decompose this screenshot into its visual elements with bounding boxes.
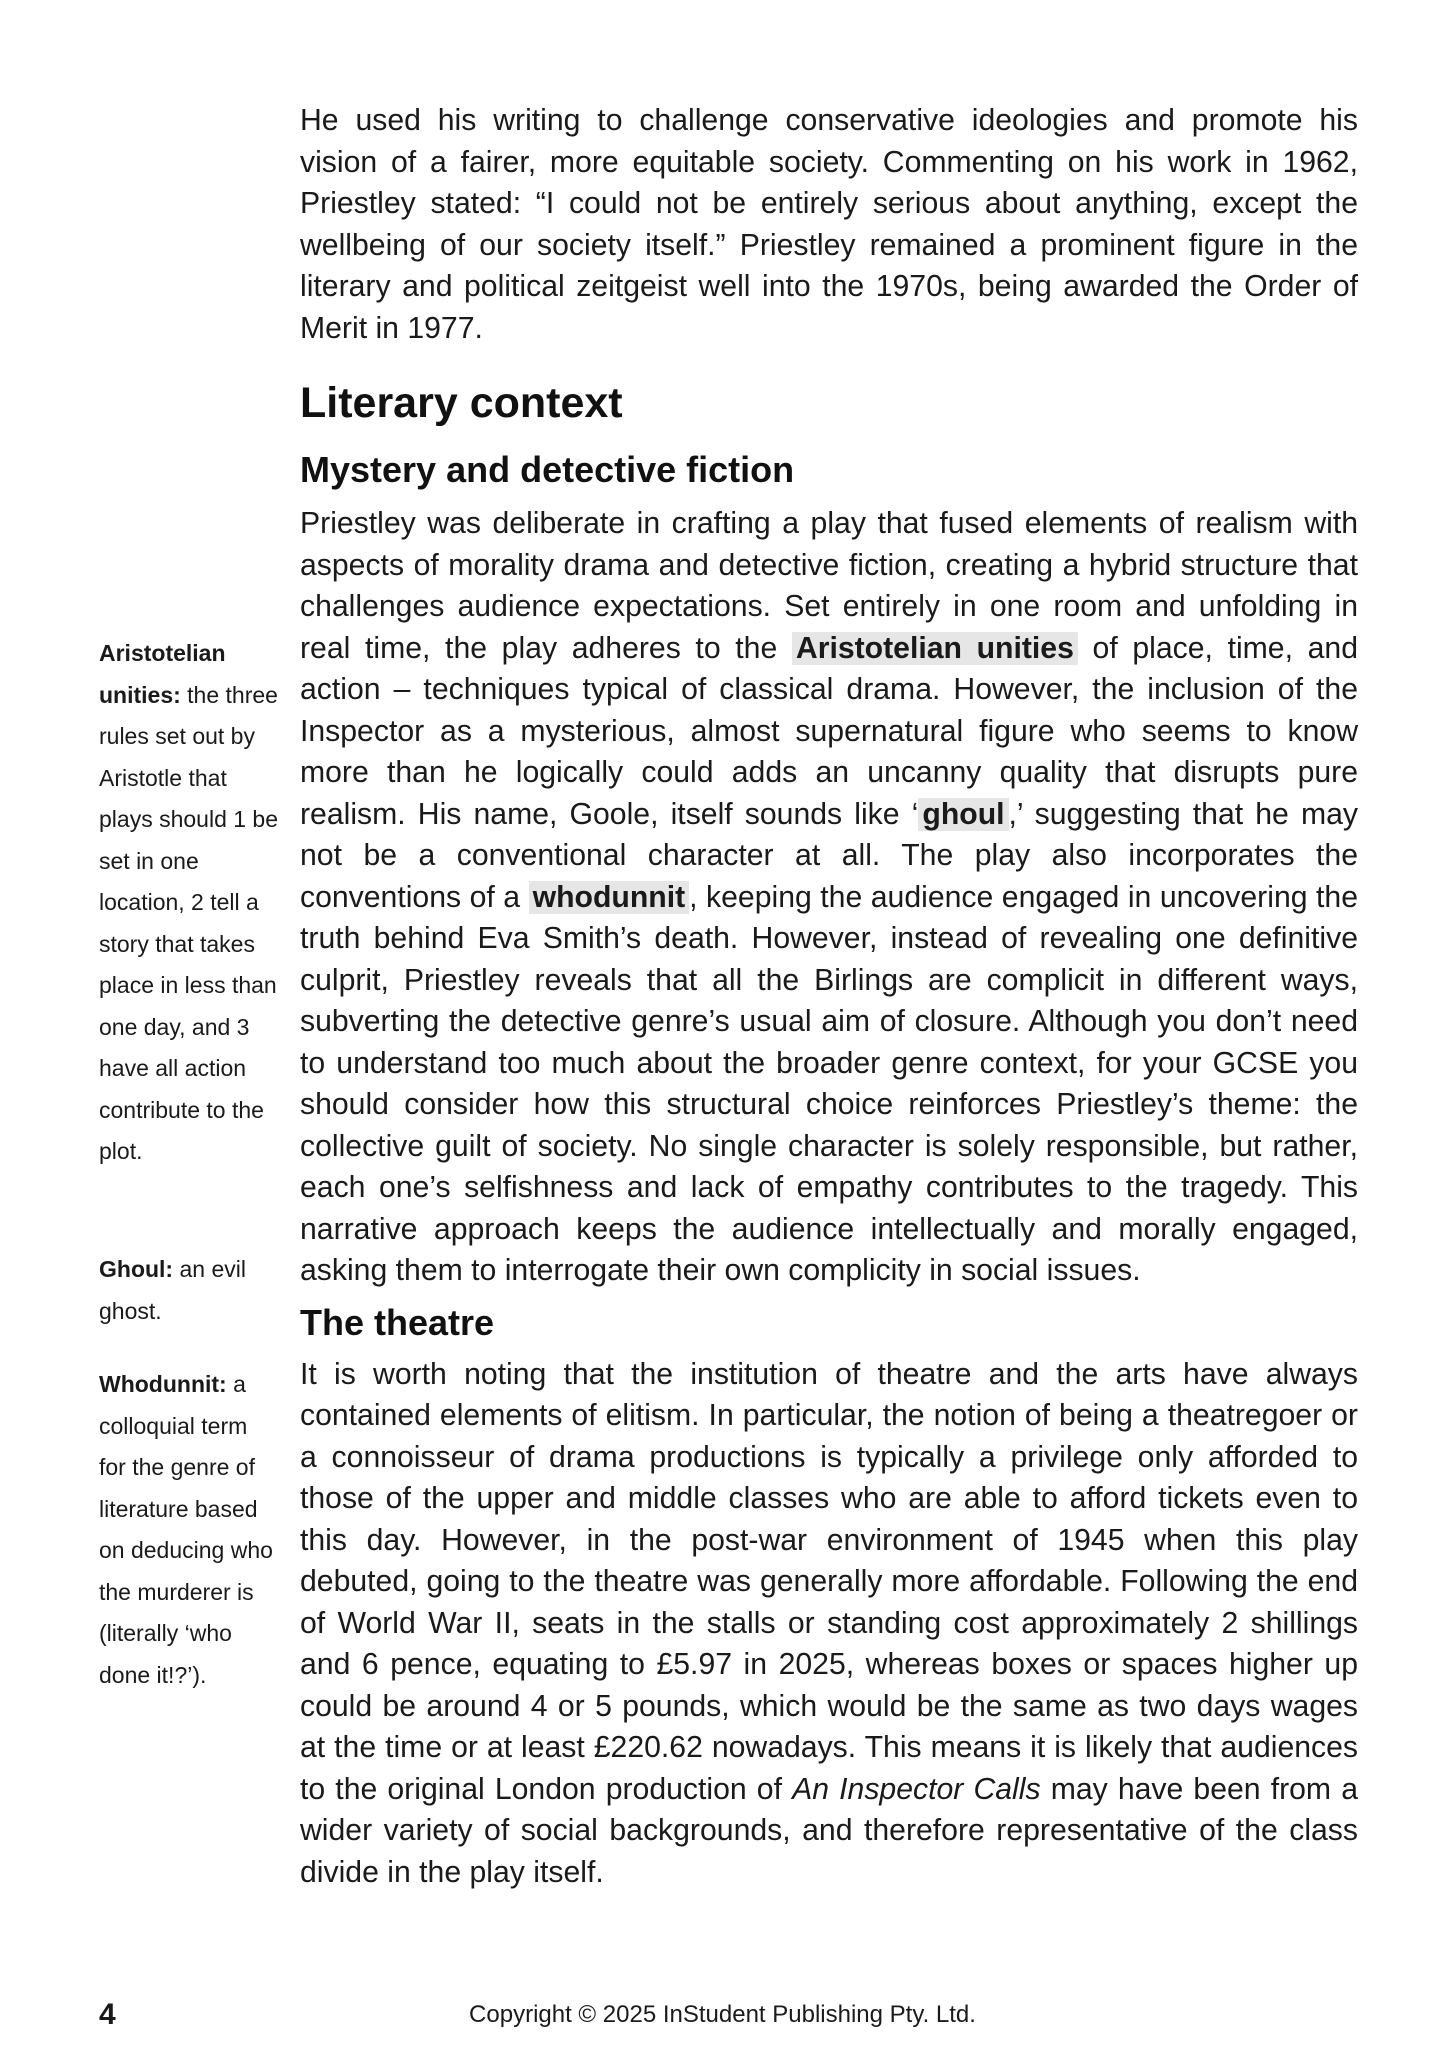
text-run: ,’ suggesting that he may not be a conventional character at all. The play also incorporates the conventions of a [300, 797, 1358, 914]
glossary-term: Whodunnit: [99, 1371, 227, 1397]
play-title: An Inspector Calls [792, 1772, 1041, 1806]
keyword-ghoul: ghoul [918, 798, 1008, 831]
glossary-ghoul [99, 1249, 279, 1332]
glossary-definition: an evil ghost. [99, 1256, 246, 1324]
glossary-definition: a colloquial term for the genre of literature based on deducing who the murderer is (literally ‘who done it!?’). [99, 1371, 273, 1688]
copyright-notice: Copyright © 2025 InStudent Publishing Pty. Ltd. [469, 2001, 976, 2028]
text-run: , keeping the audience engaged in uncovering the truth behind Eva Smith’s death. However, instead of revealing one definitive culprit, Priestley reveals that all the Birlings are complicit in different ways, subverting the detective genre’s usual aim of closure. Although you don’t need to understand too much about the broader genre context, for your GCSE you should consider how this structural choice reinforces Priestley’s theme: the collective guilt of society. No single character is solely responsible, but rather, each one’s selfishness and lack of empathy contributes to the tragedy. This narrative approach keeps the audience intellectually and morally engaged, asking them to interrogate their own complicity in social issues. [300, 880, 1358, 1287]
intro-paragraph: He used his writing to challenge conservative ideologies and promote his vision of a fairer, more equitable society. Commenting on his work in 1962, Priestley stated: “I could not be entirely serious about anything, except the wellbeing of our society itself.” Priestley remained a prominent figure in the literary and political zeitgeist well into the 1970s, being awarded the Order of Merit in 1977. [300, 104, 1358, 345]
text-run: of place, time, and action – techniques typical of classical drama. However, the inclusion of the Inspector as a mysterious, almost supernatural figure who seems to know more than he logically could adds an uncanny quality that disrupts pure realism. His name, Goole, itself sounds like ‘ [300, 631, 1359, 831]
glossary-whodunnit [99, 1364, 279, 1696]
text-run: It is worth noting that the institution of theatre and the arts have always contained elements of elitism. In particular, the notion of being a theatregoer or a connoisseur of drama productions is typically a privilege only afforded to those of the upper and middle classes who are able to afford tickets even to this day. However, in the post-war environment of 1945 when this play debuted, going to the theatre was generally more affordable. Following the end of World War II, seats in the stalls or standing cost approximately 2 shillings and 6 pence, equating to £5.97 in 2025, whereas boxes or spaces higher up could be around 4 or 5 pounds, which would be the same as two days wages at the time or at least £220.62 nowadays. This means it is likely that audiences to the original London production of [300, 1357, 1358, 1806]
mystery-heading: Mystery and detective fiction [300, 449, 795, 490]
keyword-aristotelian-unities: Aristotelian unities [792, 632, 1078, 665]
keyword-whodunnit: whodunnit [529, 881, 690, 914]
theatre-paragraph [300, 1354, 1358, 1894]
theatre-heading: The theatre [300, 1301, 495, 1343]
glossary-definition: the three rules set out by Aristotle that plays should 1 be set in one location, 2 tell a story that takes place in less than one day, and 3 have all action contribute to the plot. [99, 681, 279, 1164]
section-title: Literary context [300, 379, 623, 427]
glossary-term: Ghoul: [99, 1256, 174, 1282]
mystery-paragraph [300, 503, 1358, 1292]
page-number: 4 [99, 1998, 116, 2031]
glossary-aristotelian-unities [99, 633, 279, 1173]
text-run: Priestley was deliberate in crafting a play that fused elements of realism with aspects of morality drama and detective fiction, creating a hybrid structure that challenges audience expectations. Set entirely in one room and unfolding in real time, the play adheres to the [300, 507, 1358, 665]
main-column [300, 100, 1358, 1893]
glossary-term: Aristotelian unities: [99, 640, 226, 708]
text-run: may have been from a wider variety of social backgrounds, and therefore representative of the class divide in the play itself. [300, 1772, 1358, 1889]
